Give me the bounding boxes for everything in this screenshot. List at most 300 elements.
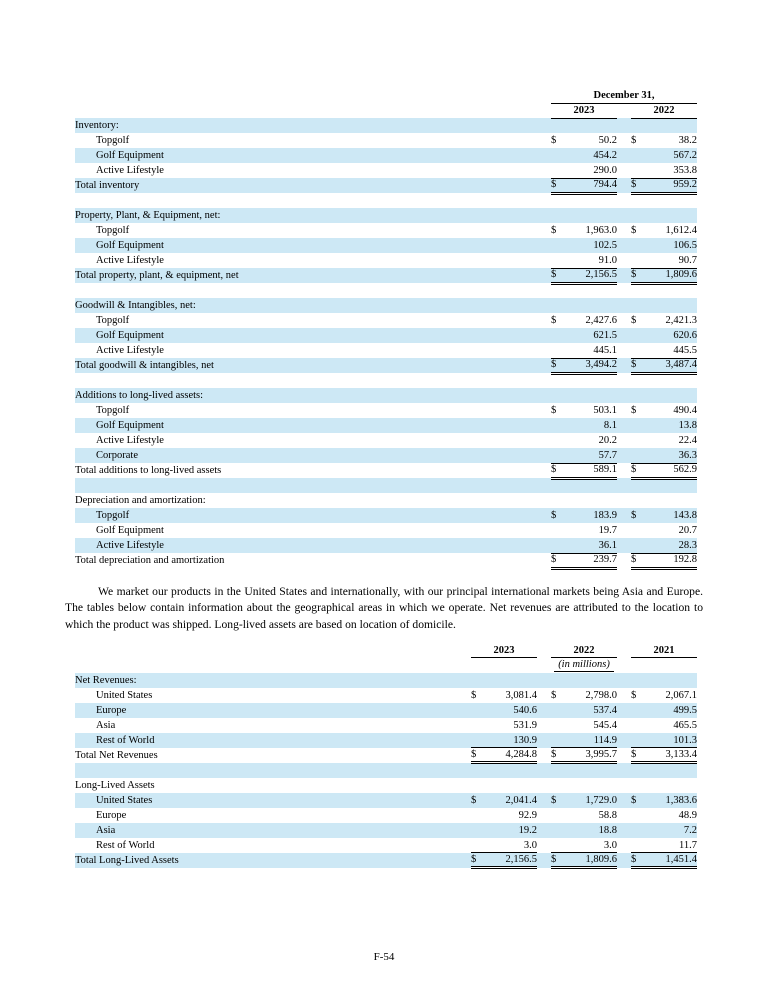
currency-symbol: $	[551, 509, 557, 521]
column-gap	[537, 733, 551, 748]
value-cell: 114.9	[593, 734, 617, 746]
value-cell: 36.1	[598, 539, 617, 551]
currency-symbol: $	[551, 178, 569, 193]
value-cell: 567.2	[673, 149, 698, 161]
column-gap	[617, 103, 631, 118]
currency-symbol	[631, 388, 649, 403]
data-row	[75, 718, 697, 733]
value-cell: 91.0	[598, 254, 617, 266]
value-cell	[569, 388, 617, 403]
data-row	[75, 328, 697, 343]
currency-symbol	[631, 673, 649, 688]
currency-symbol	[631, 283, 649, 298]
year-column-header-2022: 2022	[551, 643, 617, 658]
column-gap	[617, 178, 631, 193]
currency-symbol	[551, 193, 569, 208]
value-cell: 589.1	[569, 463, 617, 478]
currency-symbol	[551, 478, 569, 493]
currency-symbol	[631, 163, 649, 178]
spacer-row	[75, 763, 697, 778]
value-cell: 13.8	[678, 419, 698, 431]
year-column-header-2021: 2021	[631, 643, 697, 658]
value-cell: 20.7	[678, 524, 698, 536]
units-note: (in millions)	[554, 659, 614, 672]
column-gap	[537, 673, 551, 688]
geographic-data-table	[75, 643, 697, 870]
year-header-row	[75, 643, 697, 658]
currency-symbol	[471, 808, 489, 823]
value-cell: 3,487.4	[649, 358, 697, 373]
value-cell	[569, 493, 617, 508]
data-row	[75, 418, 697, 433]
column-gap	[617, 238, 631, 253]
empty-cell	[75, 88, 551, 103]
value-cell	[569, 673, 617, 688]
column-gap	[617, 193, 631, 208]
row-label: Depreciation and amortization:	[75, 494, 206, 506]
value-cell: 621.5	[593, 329, 617, 341]
currency-symbol: $	[631, 178, 649, 193]
currency-symbol: $	[551, 553, 569, 568]
value-cell: 1,963.0	[585, 224, 617, 236]
currency-symbol	[551, 673, 569, 688]
currency-symbol: $	[551, 268, 569, 283]
value-cell: 454.2	[593, 149, 617, 161]
value-cell: 490.4	[673, 404, 698, 416]
row-label: United States	[96, 689, 153, 701]
value-cell: 28.3	[678, 539, 698, 551]
value-cell	[569, 208, 617, 223]
value-cell: 1,612.4	[665, 224, 698, 236]
value-cell	[649, 388, 697, 403]
row-label	[75, 283, 551, 298]
geography-intro-paragraph: We market our products in the United States and internationally, with our principal international markets being Asia and Europe. The tables below contain information about the geographical areas in which we operate. Net revenues are attributed to the location to which the product was shipped. Long-lived assets are based on location of domicile.	[65, 584, 703, 632]
data-row	[75, 343, 697, 358]
value-cell: 239.7	[569, 553, 617, 568]
row-label: United States	[96, 794, 153, 806]
currency-symbol	[631, 208, 649, 223]
currency-symbol	[631, 373, 649, 388]
column-gap	[537, 643, 551, 658]
row-label: Golf Equipment	[96, 239, 164, 251]
data-row	[75, 253, 697, 268]
total-row	[75, 853, 697, 868]
value-cell: 36.3	[678, 449, 698, 461]
currency-symbol	[631, 193, 649, 208]
currency-symbol: $	[471, 689, 477, 701]
row-label: Topgolf	[96, 509, 130, 521]
column-gap	[617, 823, 631, 838]
value-cell: 2,156.5	[569, 268, 617, 283]
value-cell: 465.5	[673, 719, 697, 731]
column-gap	[537, 838, 551, 853]
currency-symbol	[631, 823, 649, 838]
column-gap	[617, 838, 631, 853]
currency-symbol	[551, 523, 569, 538]
year-column-header-2022: 2022	[631, 103, 697, 118]
row-label: Long-Lived Assets	[75, 779, 155, 791]
column-gap	[617, 508, 631, 523]
currency-symbol: $	[631, 463, 649, 478]
column-gap	[617, 538, 631, 553]
value-cell: 3.0	[523, 839, 537, 851]
column-gap	[617, 688, 631, 703]
value-cell: 562.9	[649, 463, 697, 478]
currency-symbol	[551, 808, 569, 823]
value-cell: 959.2	[649, 178, 697, 193]
value-cell: 2,156.5	[489, 853, 537, 868]
value-cell	[569, 193, 617, 208]
column-gap	[617, 328, 631, 343]
currency-symbol: $	[551, 358, 569, 373]
currency-symbol: $	[631, 224, 637, 236]
geographic-table-body	[75, 673, 697, 868]
value-cell: 1,809.6	[569, 853, 617, 868]
value-cell: 540.6	[513, 704, 537, 716]
column-gap	[617, 448, 631, 463]
value-cell: 22.4	[678, 434, 698, 446]
column-gap	[617, 148, 631, 163]
value-cell	[489, 778, 537, 793]
value-cell: 3.0	[603, 839, 617, 851]
column-gap	[617, 163, 631, 178]
currency-symbol: $	[471, 853, 489, 868]
currency-symbol	[631, 343, 649, 358]
column-gap	[617, 403, 631, 418]
segment-table-header	[75, 88, 697, 118]
value-cell: 92.9	[518, 809, 537, 821]
data-row	[75, 403, 697, 418]
currency-symbol: $	[631, 853, 649, 868]
row-label: Additions to long-lived assets:	[75, 389, 204, 401]
currency-symbol: $	[471, 748, 489, 763]
data-row	[75, 703, 697, 718]
currency-symbol	[631, 808, 649, 823]
value-cell: 192.8	[649, 553, 697, 568]
currency-symbol: $	[551, 463, 569, 478]
value-cell: 101.3	[673, 734, 697, 746]
value-cell: 102.5	[593, 239, 617, 251]
value-cell: 130.9	[513, 734, 537, 746]
currency-symbol	[471, 718, 489, 733]
column-gap	[537, 703, 551, 718]
row-label: Topgolf	[96, 404, 130, 416]
column-gap	[617, 523, 631, 538]
row-label: Rest of World	[96, 734, 155, 746]
currency-symbol: $	[551, 853, 569, 868]
row-label: Golf Equipment	[96, 524, 164, 536]
row-label: Golf Equipment	[96, 149, 164, 161]
currency-symbol: $	[551, 794, 557, 806]
row-label: Total goodwill & intangibles, net	[75, 359, 214, 371]
value-cell: 1,451.4	[649, 853, 697, 868]
total-row	[75, 748, 697, 763]
value-cell: 2,798.0	[585, 689, 617, 701]
spacer-row	[75, 373, 697, 388]
data-row	[75, 793, 697, 808]
column-gap	[617, 358, 631, 373]
segment-table-body	[75, 118, 697, 568]
value-cell: 2,067.1	[665, 689, 697, 701]
value-cell: 537.4	[593, 704, 617, 716]
row-label: Active Lifestyle	[96, 344, 164, 356]
currency-symbol: $	[551, 134, 557, 146]
column-gap	[617, 553, 631, 568]
value-cell	[649, 373, 697, 388]
year-header-row	[75, 103, 697, 118]
section-header-row	[75, 673, 697, 688]
currency-symbol	[631, 118, 649, 133]
data-row	[75, 688, 697, 703]
column-gap	[617, 253, 631, 268]
value-cell	[649, 493, 697, 508]
value-cell	[489, 763, 537, 778]
value-cell: 4,284.8	[489, 748, 537, 763]
data-row	[75, 733, 697, 748]
column-gap	[617, 673, 631, 688]
value-cell: 1,809.6	[649, 268, 697, 283]
currency-symbol	[631, 148, 649, 163]
value-cell	[649, 763, 697, 778]
section-header-row	[75, 298, 697, 313]
currency-symbol	[631, 703, 649, 718]
empty-cell	[75, 103, 551, 118]
section-header-row	[75, 778, 697, 793]
column-gap	[617, 478, 631, 493]
row-label: Rest of World	[96, 839, 155, 851]
currency-symbol	[551, 238, 569, 253]
currency-symbol	[551, 418, 569, 433]
row-label: Europe	[96, 704, 127, 716]
row-label: Topgolf	[96, 314, 130, 326]
total-row	[75, 463, 697, 478]
currency-symbol	[551, 838, 569, 853]
row-label: Total inventory	[75, 179, 140, 191]
page-number: F-54	[373, 951, 395, 963]
column-gap	[537, 688, 551, 703]
value-cell: 503.1	[593, 404, 617, 416]
currency-symbol: $	[471, 794, 477, 806]
row-label: Total Long-Lived Assets	[75, 854, 179, 866]
data-row	[75, 508, 697, 523]
currency-symbol: $	[631, 689, 637, 701]
currency-symbol: $	[631, 553, 649, 568]
value-cell: 8.1	[603, 419, 617, 431]
currency-symbol	[631, 448, 649, 463]
column-gap	[617, 208, 631, 223]
row-label: Corporate	[96, 449, 138, 461]
row-label: Topgolf	[96, 224, 130, 236]
row-label	[75, 478, 551, 493]
value-cell	[649, 208, 697, 223]
total-row	[75, 178, 697, 193]
column-gap	[617, 493, 631, 508]
value-cell	[649, 193, 697, 208]
value-cell	[649, 778, 697, 793]
currency-symbol	[551, 703, 569, 718]
currency-symbol	[551, 208, 569, 223]
value-cell: 620.6	[673, 329, 698, 341]
value-cell: 545.4	[593, 719, 617, 731]
total-row	[75, 268, 697, 283]
column-gap	[537, 853, 551, 868]
row-label: Golf Equipment	[96, 329, 164, 341]
currency-symbol	[551, 298, 569, 313]
units-note-cell	[471, 658, 697, 673]
currency-symbol	[551, 373, 569, 388]
value-cell	[569, 778, 617, 793]
value-cell: 1,383.6	[665, 794, 697, 806]
column-gap	[537, 823, 551, 838]
column-gap	[617, 733, 631, 748]
currency-symbol	[631, 478, 649, 493]
value-cell: 290.0	[593, 164, 617, 176]
data-row	[75, 823, 697, 838]
currency-symbol: $	[631, 134, 637, 146]
data-row	[75, 313, 697, 328]
currency-symbol	[551, 448, 569, 463]
value-cell: 143.8	[673, 509, 698, 521]
row-label: Active Lifestyle	[96, 164, 164, 176]
row-label	[75, 193, 551, 208]
value-cell	[649, 673, 697, 688]
empty-cell	[75, 658, 471, 673]
currency-symbol	[551, 778, 569, 793]
column-gap	[617, 418, 631, 433]
currency-symbol: $	[631, 748, 649, 763]
currency-symbol	[471, 703, 489, 718]
data-row	[75, 223, 697, 238]
column-gap	[537, 778, 551, 793]
value-cell: 3,081.4	[505, 689, 537, 701]
data-row	[75, 133, 697, 148]
row-label: Asia	[96, 824, 116, 836]
currency-symbol	[471, 823, 489, 838]
value-cell: 57.7	[598, 449, 617, 461]
column-gap	[537, 763, 551, 778]
data-row	[75, 523, 697, 538]
column-gap	[617, 268, 631, 283]
row-label: Total depreciation and amortization	[75, 554, 225, 566]
row-label	[75, 763, 471, 778]
currency-symbol	[551, 763, 569, 778]
column-gap	[617, 463, 631, 478]
currency-symbol	[551, 163, 569, 178]
column-gap	[617, 313, 631, 328]
value-cell	[569, 763, 617, 778]
value-cell: 19.2	[518, 824, 537, 836]
value-cell	[649, 283, 697, 298]
currency-symbol	[631, 733, 649, 748]
value-cell	[489, 673, 537, 688]
data-row	[75, 148, 697, 163]
value-cell: 2,041.4	[505, 794, 537, 806]
segment-financials-table	[75, 88, 697, 570]
column-gap	[617, 808, 631, 823]
value-cell: 794.4	[569, 178, 617, 193]
currency-symbol	[631, 493, 649, 508]
spacer-row	[75, 478, 697, 493]
value-cell: 445.5	[673, 344, 698, 356]
currency-symbol: $	[551, 314, 557, 326]
currency-symbol	[631, 433, 649, 448]
column-gap	[617, 703, 631, 718]
value-cell: 2,421.3	[665, 314, 698, 326]
value-cell	[569, 298, 617, 313]
currency-symbol	[471, 673, 489, 688]
value-cell: 38.2	[678, 134, 698, 146]
value-cell	[569, 283, 617, 298]
column-gap	[617, 748, 631, 763]
value-cell: 50.2	[598, 134, 617, 146]
empty-cell	[75, 643, 471, 658]
value-cell	[649, 118, 697, 133]
currency-symbol	[631, 328, 649, 343]
row-label	[75, 373, 551, 388]
currency-symbol	[631, 523, 649, 538]
value-cell: 499.5	[673, 704, 697, 716]
currency-symbol	[471, 763, 489, 778]
column-gap	[537, 718, 551, 733]
value-cell: 11.7	[679, 839, 697, 851]
currency-symbol	[471, 733, 489, 748]
currency-symbol	[551, 538, 569, 553]
column-gap	[617, 778, 631, 793]
row-label: Topgolf	[96, 134, 130, 146]
currency-symbol	[551, 388, 569, 403]
period-header: December 31,	[551, 88, 697, 103]
value-cell: 7.2	[683, 824, 697, 836]
currency-symbol	[551, 733, 569, 748]
currency-symbol	[551, 718, 569, 733]
row-label: Asia	[96, 719, 116, 731]
currency-symbol	[631, 778, 649, 793]
currency-symbol: $	[631, 314, 637, 326]
currency-symbol	[631, 238, 649, 253]
data-row	[75, 238, 697, 253]
currency-symbol: $	[631, 358, 649, 373]
currency-symbol: $	[551, 689, 557, 701]
column-gap	[617, 763, 631, 778]
section-header-row	[75, 493, 697, 508]
row-label: Net Revenues:	[75, 674, 137, 686]
currency-symbol	[551, 118, 569, 133]
value-cell: 2,427.6	[585, 314, 617, 326]
column-gap	[617, 373, 631, 388]
currency-symbol: $	[551, 404, 557, 416]
data-row	[75, 448, 697, 463]
data-row	[75, 433, 697, 448]
currency-symbol: $	[631, 509, 637, 521]
column-gap	[537, 793, 551, 808]
currency-symbol	[471, 778, 489, 793]
section-header-row	[75, 118, 697, 133]
currency-symbol	[631, 298, 649, 313]
column-gap	[617, 298, 631, 313]
currency-symbol	[471, 838, 489, 853]
currency-symbol	[631, 538, 649, 553]
row-label: Inventory:	[75, 119, 119, 131]
row-label: Active Lifestyle	[96, 539, 164, 551]
value-cell: 445.1	[593, 344, 617, 356]
value-cell: 3,494.2	[569, 358, 617, 373]
row-label: Active Lifestyle	[96, 434, 164, 446]
row-label: Total additions to long-lived assets	[75, 464, 222, 476]
data-row	[75, 163, 697, 178]
value-cell: 353.8	[673, 164, 698, 176]
year-column-header-2023: 2023	[551, 103, 617, 118]
value-cell	[569, 373, 617, 388]
